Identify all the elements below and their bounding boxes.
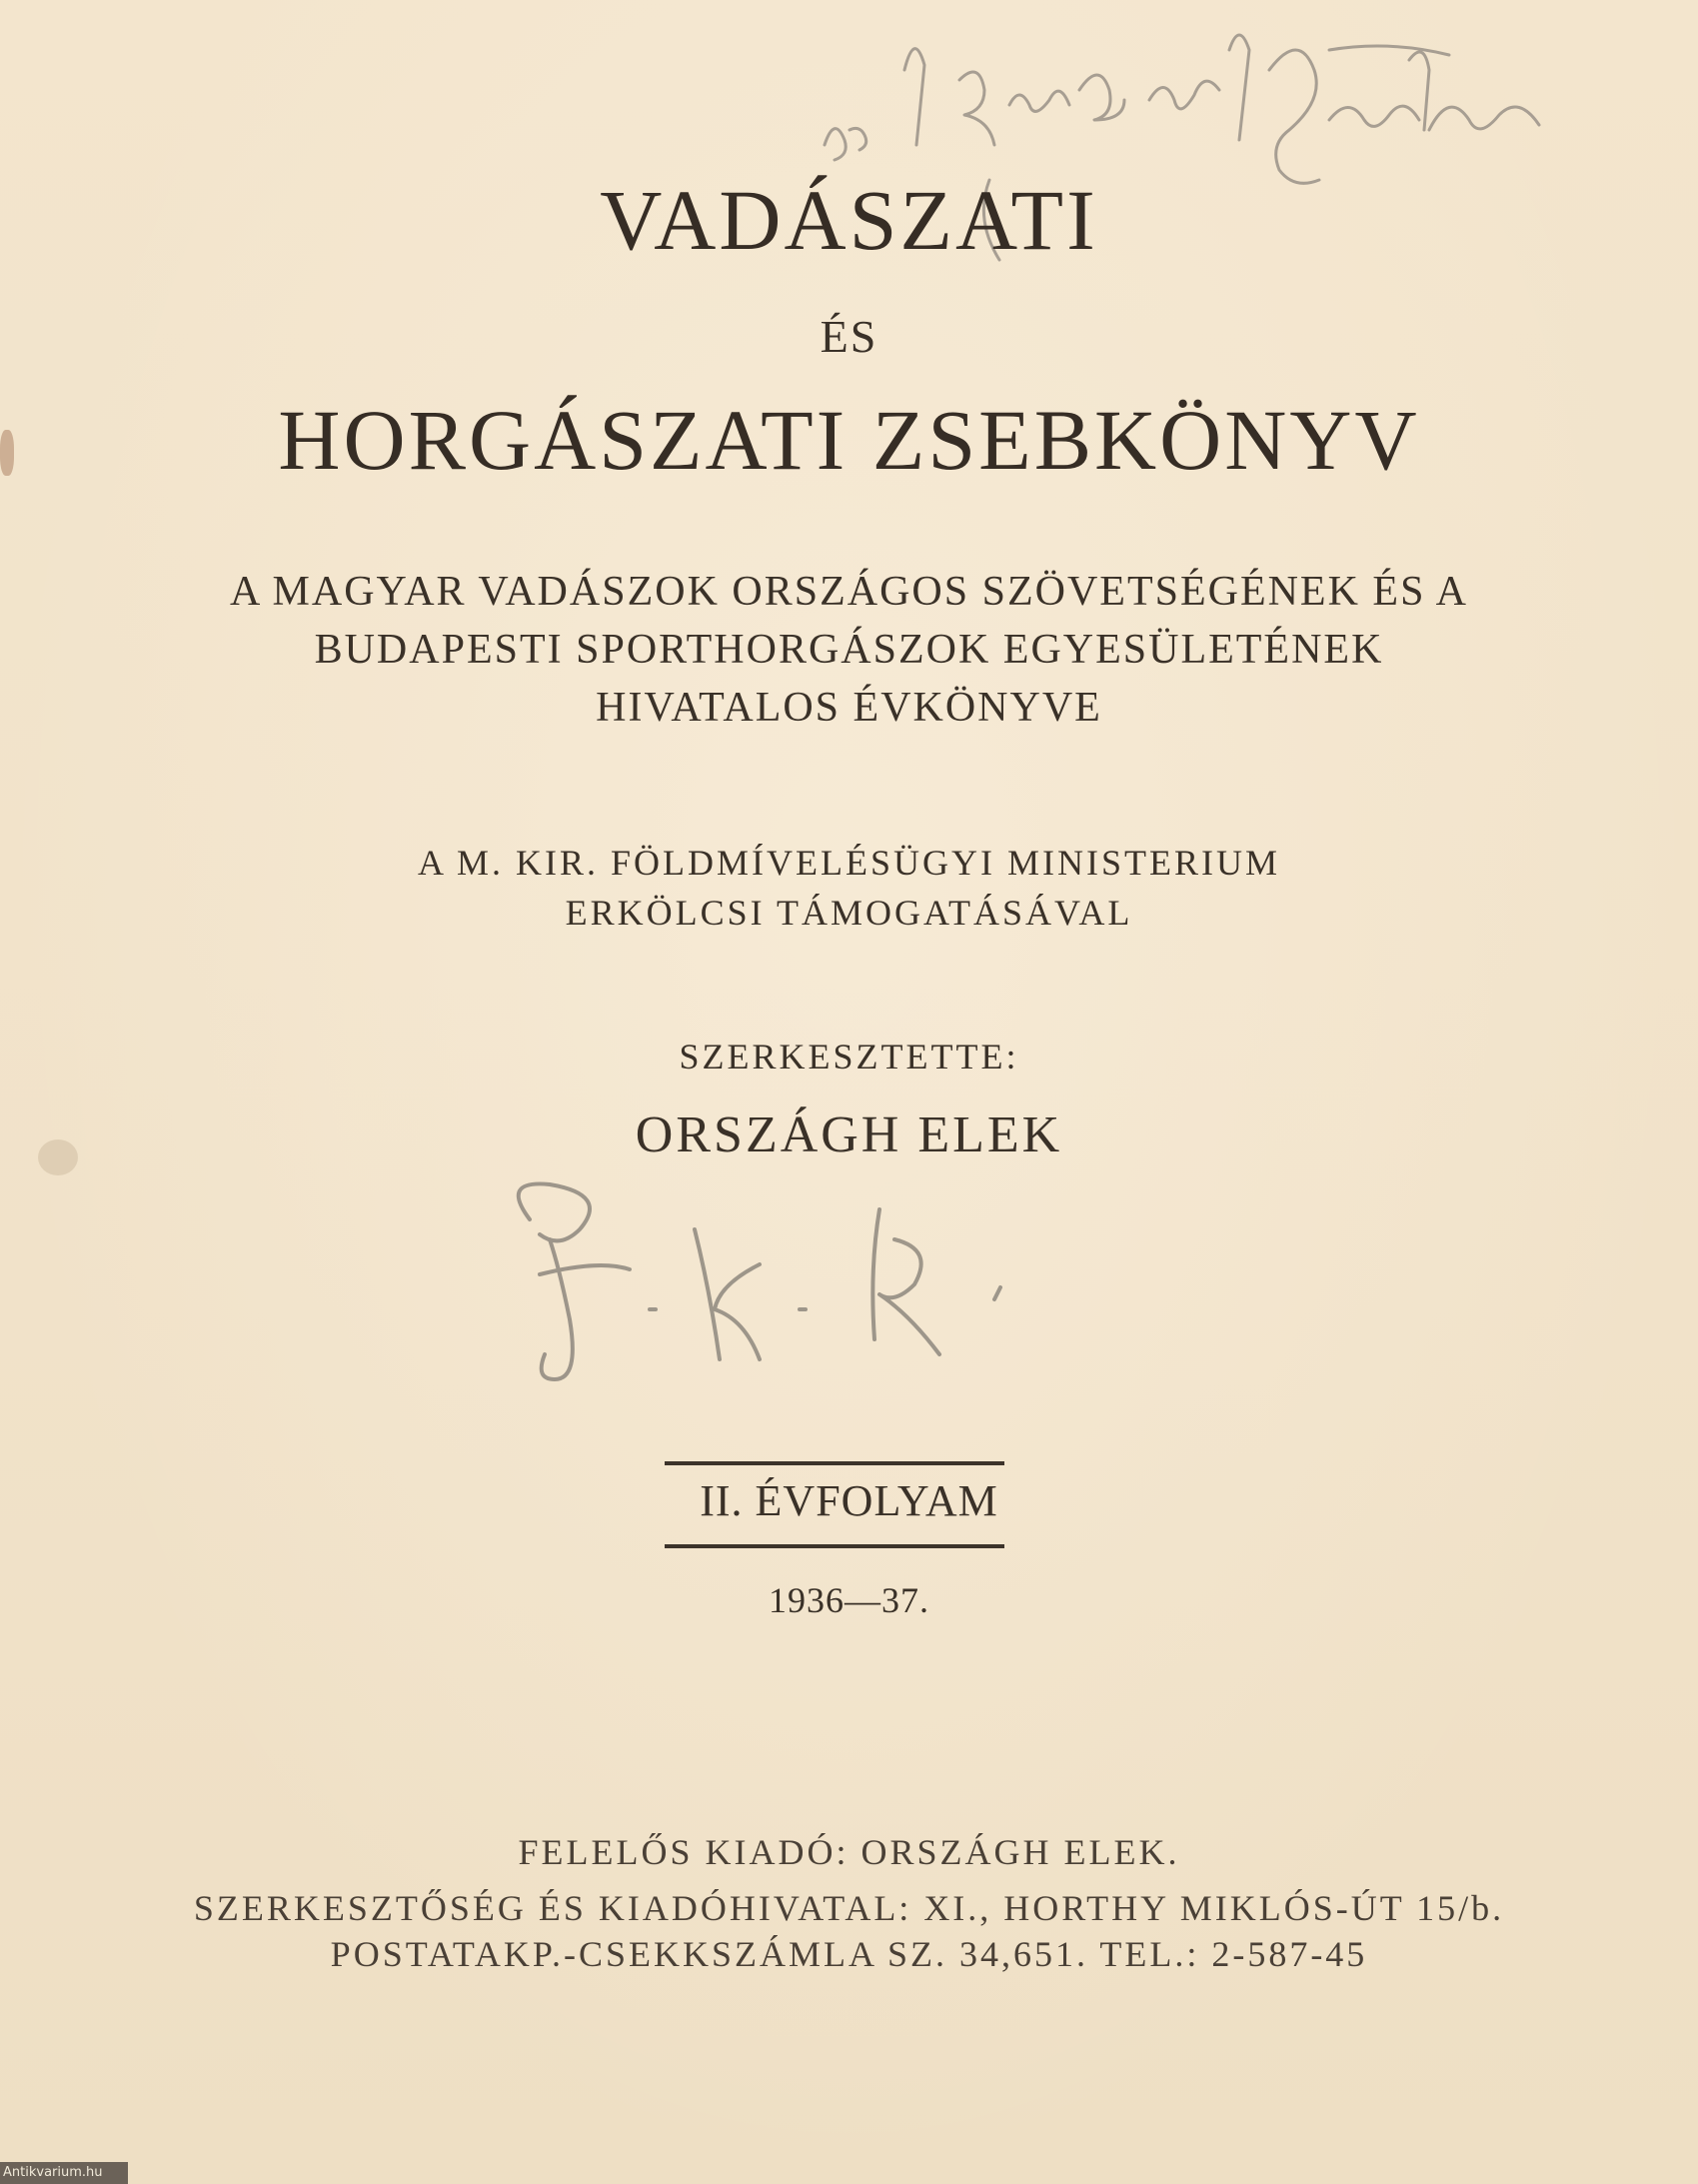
subtitle-line-1: A MAGYAR VADÁSZOK ORSZÁGOS SZÖVETSÉGÉNEK ÉS A bbox=[230, 569, 1468, 615]
editor-label: SZERKESZTETTE: bbox=[679, 1037, 1019, 1077]
subtitle-line-3: HIVATALOS ÉVKÖNYVE bbox=[596, 685, 1102, 731]
office-line: SZERKESZTŐSÉG ÉS KIADÓHIVATAL: XI., HORTHY MIKLÓS-ÚT 15/b. bbox=[193, 1888, 1505, 1928]
support-line-1: A M. KIR. FÖLDMÍVELÉSÜGYI MINISTERIUM bbox=[418, 843, 1280, 883]
support-line-2: ERKÖLCSI TÁMOGATÁSÁVAL bbox=[565, 893, 1133, 933]
title-line-2: HORGÁSZATI ZSEBKÖNYV bbox=[278, 392, 1420, 488]
account-line: POSTATAKP.-CSEKKSZÁMLA SZ. 34,651. TEL.: 2-587-45 bbox=[330, 1934, 1368, 1974]
subtitle-line-2: BUDAPESTI SPORTHORGÁSZOK EGYESÜLETÉNEK bbox=[314, 627, 1384, 673]
handwritten-initials bbox=[500, 1169, 1019, 1389]
editor-name: ORSZÁGH ELEK bbox=[635, 1106, 1063, 1163]
volume-label: II. ÉVFOLYAM bbox=[700, 1476, 998, 1525]
years-label: 1936—37. bbox=[769, 1580, 929, 1620]
title-conjunction: ÉS bbox=[820, 311, 878, 362]
rule-top bbox=[665, 1461, 1004, 1465]
publisher-line: FELELŐS KIADÓ: ORSZÁGH ELEK. bbox=[518, 1832, 1180, 1872]
watermark-stamp: Antikvarium.hu bbox=[0, 2162, 128, 2184]
rule-bottom bbox=[665, 1544, 1004, 1548]
title-line-1: VADÁSZATI bbox=[600, 172, 1098, 268]
